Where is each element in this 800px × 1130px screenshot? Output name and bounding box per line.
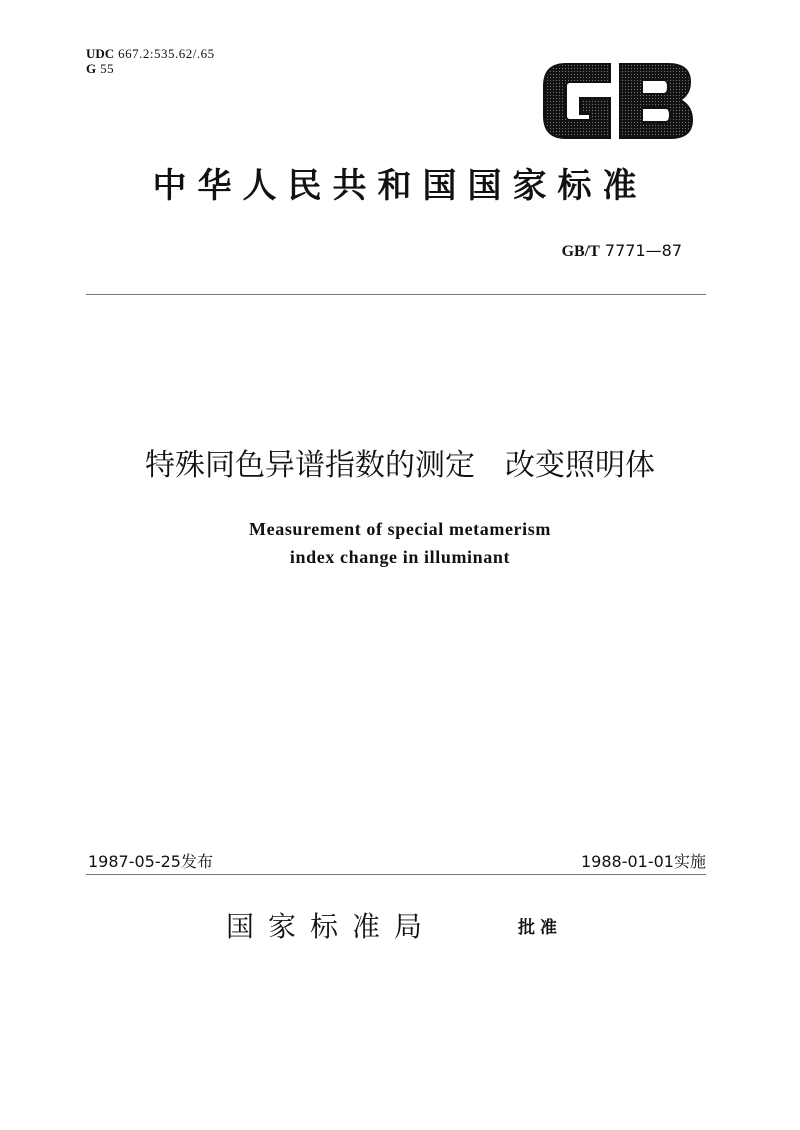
gb-letter-b — [620, 64, 692, 138]
title-cn: 特殊同色异谱指数的测定 改变照明体 — [145, 448, 655, 483]
title-en-line-1: Measurement of special metamerism — [249, 519, 551, 539]
header-divider — [86, 294, 706, 295]
title-en-line-2: index change in illuminant — [289, 547, 511, 567]
standard-code: 7771—87 — [604, 241, 682, 260]
issue-date: 1987-05-25发布 — [88, 852, 213, 871]
title-en — [100, 515, 700, 571]
standard-number — [562, 241, 682, 262]
effective-date: 1988-01-01实施 — [581, 852, 706, 871]
standard-prefix: GB/T — [561, 243, 600, 260]
class-line — [86, 61, 215, 76]
org-title: 中华人民共和国国家标准 — [152, 166, 648, 206]
authority-action: 批准 — [518, 918, 562, 938]
authority-name: 国家标准局 — [226, 910, 437, 943]
udc-block — [86, 46, 215, 76]
footer-divider — [86, 874, 706, 875]
class-label: G — [86, 61, 97, 76]
udc-value: 667.2:535.62/.65 — [118, 46, 215, 61]
class-value: 55 — [100, 61, 115, 76]
udc-line — [86, 46, 215, 61]
gb-letter-g — [544, 64, 610, 138]
gb-logo — [540, 58, 694, 144]
udc-label: UDC — [86, 46, 115, 61]
